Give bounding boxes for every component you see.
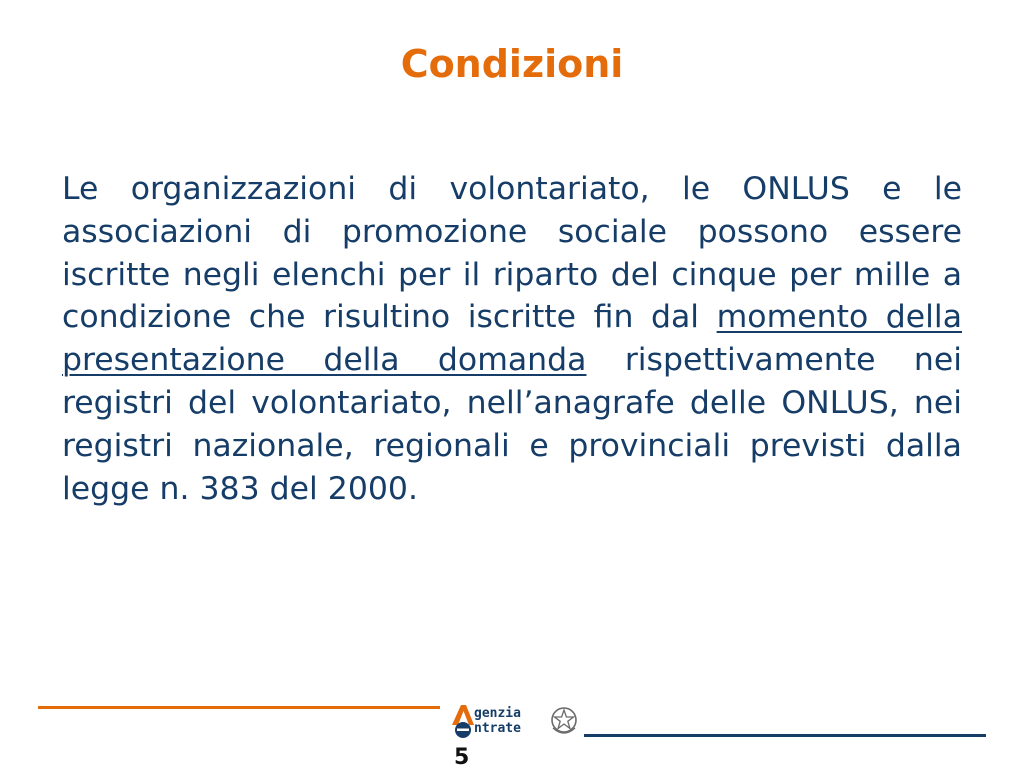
- slide-body-paragraph: [62, 168, 962, 510]
- footer-rule-right: [584, 734, 986, 737]
- logo-wordmark: [474, 706, 521, 736]
- slide-title: Condizioni: [400, 42, 624, 86]
- agenzia-entrate-logo: [446, 700, 582, 744]
- paragraph-underlined-text: momento della presentazione della domanda: [62, 299, 962, 379]
- footer-rule-left: [38, 706, 440, 709]
- page-number: 5: [454, 745, 470, 770]
- italian-republic-emblem-icon: [549, 704, 579, 738]
- paragraph-text-part-2: rispettivamente nei registri del volontariato, nell’anagrafe delle ONLUS, nei registri nazionale, regionali e provinciali previsti dalla legge n. 383 del 2000.: [62, 342, 962, 507]
- paragraph-text-part-1: Le organizzazioni di volontariato, le ONLUS e le associazioni di promozione sociale possono essere iscritte negli elenchi per il riparto del cinque per mille a condizione che risultino iscritte fin dal: [62, 171, 962, 336]
- logo-wordmark-line2: ntrate: [474, 721, 521, 736]
- logo-wordmark-line1: genzia: [474, 706, 521, 721]
